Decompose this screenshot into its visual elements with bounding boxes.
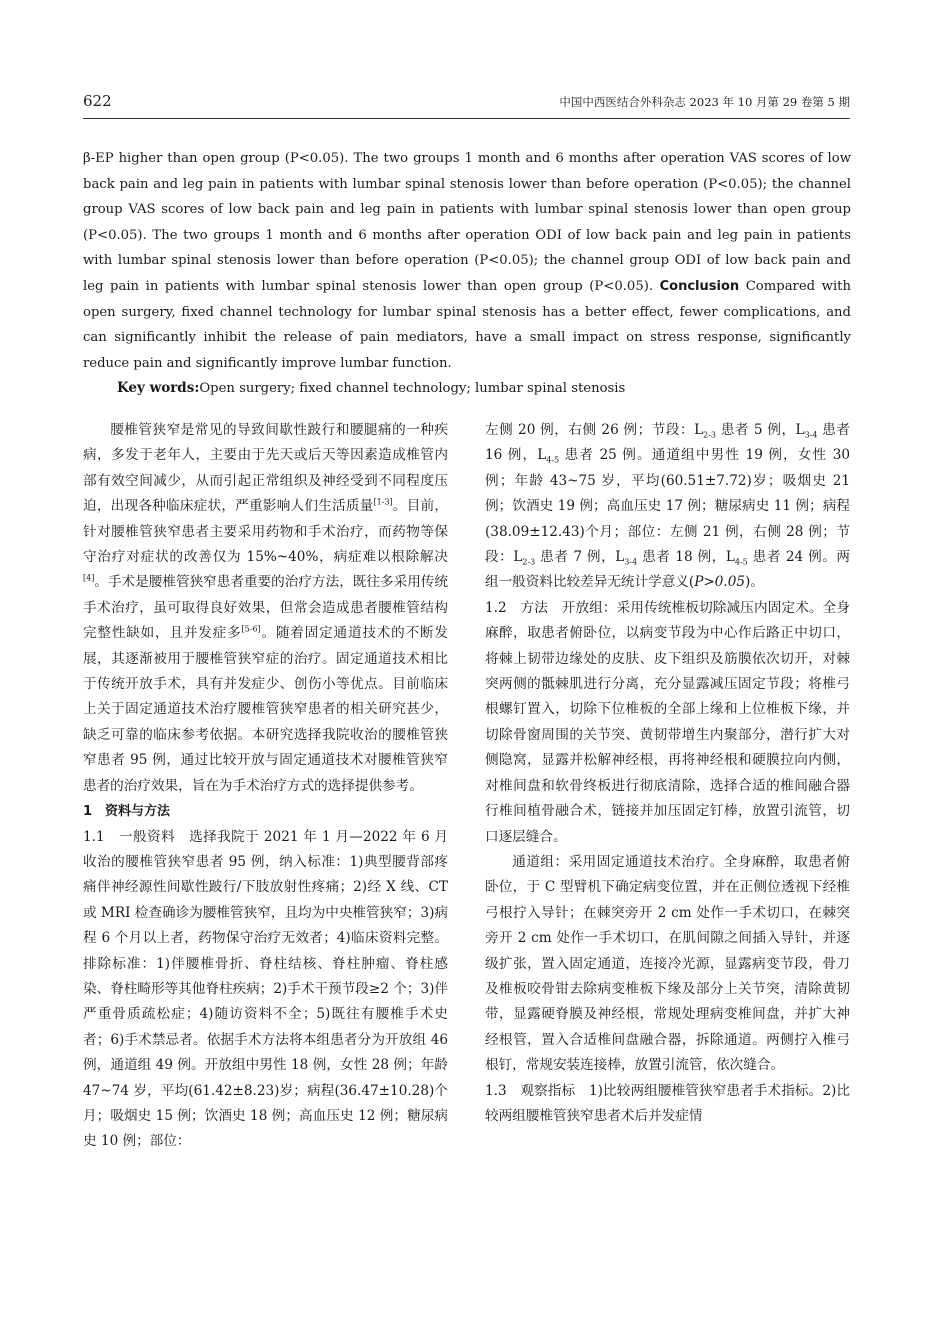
conclusion-label: Conclusion [659,278,740,294]
cont-text-e: 患者 7 例，L [535,549,625,566]
segment-sub: 2-3 [522,557,536,567]
segment-sub: 4-5 [734,557,748,567]
citation-1-3: [1-3] [373,497,393,507]
header-rule [83,118,850,119]
abstract-results [83,146,851,376]
segment-sub: 3-4 [804,430,818,440]
abstract-conclusion-text: Compared with open surgery, fixed channel technology for lumbar spinal stenosis has a better effect, fewer complications, and can significantly inhibit the release of pain mediators, have a small impact on stress response, significantly reduce pain and significantly improve lumbar function. [83,278,851,371]
citation-4: [4] [83,573,95,583]
section-1-2 [485,596,850,850]
section-heading-1: 1 资料与方法 [83,804,171,820]
segment-sub: 2-3 [703,430,716,440]
cont-text-h: )。 [745,574,764,591]
segment-sub: 4-5 [546,456,560,466]
cont-text-c: 患者 16 例，L [485,422,850,464]
intro-text-4: 。随着固定通道技术的不断发展，其逐渐被用于腰椎管狭窄症的治疗。固定通道技术相比于传统开放手术，具有并发症少、创伤小等优点。目前临床上关于固定通道技术治疗腰椎管狭窄患者的相关研究甚少，缺乏可靠的临床参考依据。本研究选择我院收治的腰椎管狭窄患者 95 例，通过比较开放与固定通道技术对腰椎管狭窄患者的治疗效果，旨在为手术治疗方式的选择提供参考。 [83,625,449,794]
channel-group-paragraph: 通道组：采用固定通道技术治疗。全身麻醉，取患者俯卧位，于 C 型臂机下确定病变位置，并在正侧位透视下经椎弓根拧入导针；在棘突旁开 2 cm 处作一手术切口，在棘突旁开 2 cm 处作一手术切口，在肌间隙之间插入导针，并逐级扩张，置入固定通道，连接冷光源，显露病变节段，骨刀及椎板咬骨钳去除病变椎板下缘及部分上关节突，清除黄韧带，显露硬脊膜及神经根，常规处理病变椎间盘，并扩大神经根管，置入合适椎间盘融合器，拆除通道。两侧拧入椎弓根钉，常规安装连接棒，放置引流管，依次缝合。 [485,853,850,1074]
intro-text-2: 。目前，针对腰椎管狭窄患者主要采用药物和手术治疗，而药物等保守治疗对症状的改善仅为 15%~40%，病症难以根除解决 [83,498,449,566]
english-abstract [83,146,851,402]
journal-citation: 中国中西医结合外科杂志 2023 年 10 月第 29 卷第 5 期 [559,95,850,109]
section-1-2-title: 1.2 方法 [485,599,548,616]
citation-5-6: [5-6] [241,624,261,634]
section-1-3-title: 1.3 观察指标 [485,1082,576,1099]
intro-text-1: 腰椎管狭窄是常见的导致间歇性跛行和腰腿痛的一种疾病，多发于老年人，主要由于先天或后天等因素造成椎管内部有效空间减少，从而引起正常组织及神经受到不同程度压迫，出现各种临床症状，严重影响人们生活质量 [83,422,448,515]
keywords-text: Open surgery; fixed channel technology; lumbar spinal stenosis [199,381,626,397]
section-1-3-text: 1)比较两组腰椎管狭窄患者手术指标。2)比较两组腰椎管狭窄患者术后并发症情 [485,1082,851,1124]
intro-text-3: 。手术是腰椎管狭窄患者重要的治疗方法，既往多采用传统手术治疗，虽可取得良好效果，但常会造成患者腰椎管结构完整性缺如，且并发症多 [83,574,448,642]
keywords-label: Key words: [117,380,200,397]
cont-text-f: 患者 18 例，L [637,549,735,566]
cont-text-b: 患者 5 例，L [715,422,805,438]
section-1-1 [83,825,448,1155]
section-1-3 [485,1079,850,1130]
running-header [83,92,850,114]
p-value: P>0.05 [694,574,746,591]
intro-paragraph [83,418,448,799]
abstract-results-text: β-EP higher than open group (P<0.05). The two groups 1 month and 6 months after operation VAS scores of low back pain and leg pain in patients with lumbar spinal stenosis lower than before operation (P<0.05); the channel group VAS scores of low back pain and leg pain in patients with lumbar spinal stenosis lower than open group (P<0.05). The two groups 1 month and 6 months after operation ODI of low back pain and leg pain in patients with lumbar spinal stenosis lower than before operation (P<0.05); the channel group ODI of low back pain and leg pain in patients with lumbar spinal stenosis lower than open group (P<0.05). [83,151,851,294]
keywords [83,376,851,402]
segment-sub: 3-4 [624,557,638,567]
page-number: 622 [83,92,112,110]
section-1-1-continued [485,418,850,596]
cont-text-d: 患者 25 例。通道组中男性 19 例，女性 30 例；年龄 43~75 岁，平均(60.51±7.72)岁；吸烟史 21 例；饮酒史 19 例；高血压史 17 例；糖尿病史 11 例；病程(38.09±12.43)个月；部位：左侧 21 例，右侧 28 例；节段：L [485,447,850,566]
left-column [83,418,448,1155]
section-1-2-text: 开放组：采用传统椎板切除减压内固定术。全身麻醉，取患者俯卧位，以病变节段为中心作后路正中切口，将棘上韧带边缘处的皮肤、皮下组织及筋膜依次切开，对棘突两侧的骶棘肌进行分离，充分显露减压固定节段；将椎弓根螺钉置入，切除下位椎板的全部上缘和上位椎板下缘，并切除骨窗周围的关节突、黄韧带增生内聚部分，潜行扩大对侧隐窝，显露并松解神经根，再将神经根和硬膜拉向内侧，对椎间盘和软骨终板进行彻底清除，选择合适的椎间融合器行椎间植骨融合术，链接并加压固定钉棒，放置引流管，切口逐层缝合。 [485,599,851,845]
cont-text-g: 患者 24 例。两组一般资料比较差异无统计学意义( [485,549,851,591]
section-1-1-title: 1.1 一般资料 [83,828,176,845]
section-1-1-text: 选择我院于 2021 年 1 月—2022 年 6 月收治的腰椎管狭窄患者 95 例，纳入标准：1)典型腰背部疼痛伴神经源性间歇性跛行/下肢放射性疼痛；2)经 X 线、CT 或 MRI 检查确诊为腰椎管狭窄，且均为中央椎管狭窄；3)病程 6 个月以上者，药物保守治疗无效者；4)临床资料完整。排除标准：1)伴腰椎骨折、脊柱结核、脊柱肿瘤、脊柱感染、脊柱畸形等其他脊柱疾病；2)手术干预节段≥2 个；3)伴严重骨质疏松症；4)随访资料不全；5)既往有腰椎手术史者；6)手术禁忌者。依据手术方法将本组患者分为开放组 46 例，通道组 49 例。开放组中男性 18 例，女性 28 例；年龄 47~74 岁，平均(61.42±8.23)岁；病程(36.47±10.28)个月；吸烟史 15 例；饮酒史 18 例；高血压史 12 例；糖尿病史 10 例；部位： [83,828,449,1150]
cont-text-a: 左侧 20 例，右侧 26 例；节段：L [485,422,704,438]
right-column [485,418,850,1129]
